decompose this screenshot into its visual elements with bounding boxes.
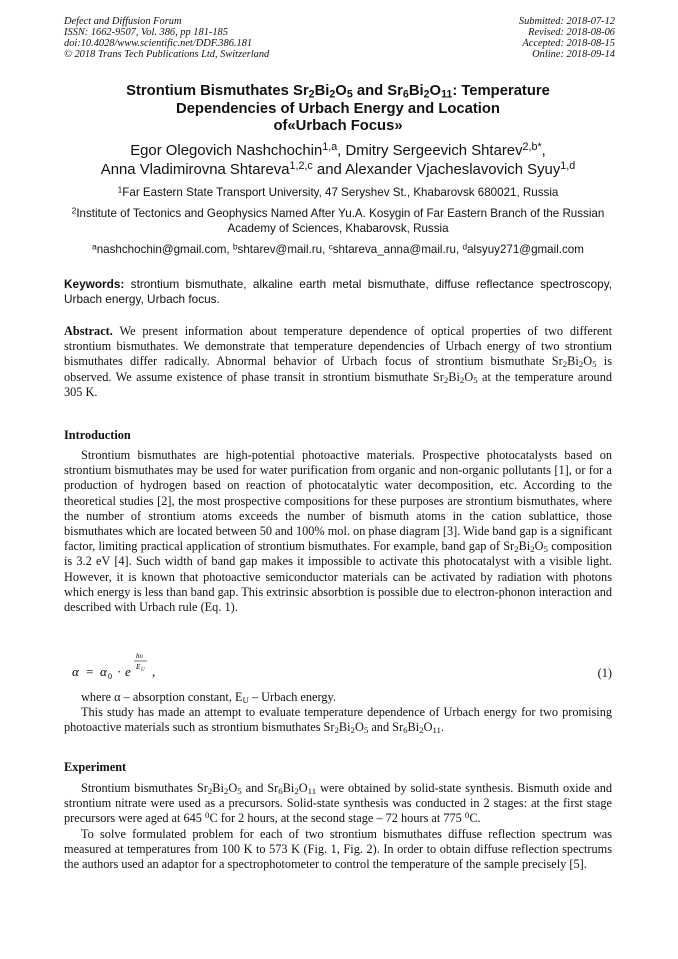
accepted-date: Accepted: 2018-08-15 (522, 38, 615, 49)
equation-explanation: where α – absorption constant, $E_U$ – Urbach energy. This study has made an attempt to evaluate temperature dependence of Urbach energy for two promising photoactive materials such as strontium bismuthates $Sr_2Bi_2O_5$ and $Sr_6Bi_2O_{11}$. (64, 690, 612, 736)
submitted-date: Submitted: 2018-07-12 (518, 16, 615, 27)
experiment-paragraph-2: To solve formulated problem for each of two strontium bismuthates diffuse reflection spectrum was measured at temperatures from 100 K to 573 K (Fig. 1, Fig. 2). In order to obtain diffuse reflection spectrums the authors used an adaptor for a spectrophotometer to control the temperature of the sample precisely [5]. (64, 826, 612, 872)
eq-comma: , (152, 664, 156, 679)
revised-date: Revised: 2018-08-06 (528, 27, 615, 38)
eq-exp-num: hυ (136, 652, 143, 660)
abstract-label: Abstract. (64, 324, 113, 338)
introduction-paragraph: Strontium bismuthates are high-potential photoactive materials. Prospective photocatalysts based on strontium bismuthates may be used for water purification from organic and non-organic pollutants [1], or for a production of hydrogen based on reaction of photocatalytic water decomposition, etc. According to the theoretical studies [2], the most prospective compositions for these purposes are strontium bismuthates, where the number of strontium atoms exceeds the number of bismuth atoms in the cation sublattice, those bismuthates which are located between 50 and 100% mol. on phase diagram [3]. Wide band gap is a significant factor, limiting practical application of strontium bismuthates. For example, band gap of $Sr_2Bi_2O_5$ composition is 3.2 eV [4]. Such width of band gap makes it impossible to activate this photocatalyst with a visible light. However, it is known that photoactive semiconductor materials can be activated by radiation with photons which energy is less than band gap. This extrinsic absorbtion is possible due to electron-phonon interaction and described with Urbach rule (Eq. 1). (64, 448, 612, 615)
eq-alpha: α (72, 664, 79, 679)
eq-exp-den-sub: U (141, 668, 145, 673)
doi-line: doi:10.4028/www.scientific.net/DDF.386.181 (64, 38, 253, 49)
eq-alpha0: α (100, 664, 107, 679)
eq-exp-den: E (136, 663, 141, 671)
journal-name: Defect and Diffusion Forum (64, 16, 182, 27)
equation-number: (1) (597, 666, 612, 680)
paper-title: Strontium Bismuthates $Sr_2Bi_2O_5$ and $Sr_6Bi_2O_{11}$: Temperature Dependencies of Urbach Energy and Location of«Urbach Focus» (126, 83, 550, 134)
issn-line: ISSN: 1662-9507, Vol. 386, pp 181-185 (64, 27, 228, 38)
eq-equals: = (86, 664, 94, 679)
keywords (64, 277, 612, 307)
dates-header (519, 16, 615, 60)
online-date: Online: 2018-09-14 (532, 49, 615, 60)
section-heading-introduction: Introduction (64, 428, 131, 442)
eq-e: e (125, 664, 131, 679)
section-heading-experiment: Experiment (64, 760, 127, 774)
experiment-paragraph-1: Strontium bismuthates $Sr_2Bi_2O_5$ and $Sr_6Bi_2O_{11}$ were obtained by solid-state synthesis. Bismuth oxide and strontium nitrate were used as a precursors. Solid-state synthesis was conducted in 2 stages: at the first stage precursors were aged at 645 $^0$C for 2 hours, at the second stage – 72 hours at 775 $^0$C. (64, 781, 612, 826)
eq-sub0: 0 (108, 672, 112, 681)
experiment-paragraphs (64, 781, 612, 872)
urbach-formula (72, 652, 212, 686)
abstract: Abstract. We present information about temperature dependence of optical properties of two different strontium bismuthates. We demonstrate that temperature dependencies of Urbach energy of two strontium bismuthates differ radically. Abnormal behavior of Urbach focus of strontium bismuthate $Sr_2Bi_2O_5$ is observed. We assume existence of phase transit in strontium bismuthate $Sr_2Bi_2O_5$ at the temperature around 305 K. (64, 324, 613, 399)
author-emails: $^a$nashchochin@gmail.com, $^b$shtarev@mail.ru, $^c$shtareva_anna@mail.ru, $^d$alsyuy271@gmail.com (92, 241, 584, 256)
eq-dot: · (117, 664, 122, 679)
affiliation-1: $^1$Far Eastern State Transport University, 47 Seryshev St., Khabarovsk 680021, Russia (117, 184, 559, 199)
keywords-text: strontium bismuthate, alkaline earth metal bismuthate, diffuse reflectance spectroscopy, Urbach energy, Urbach focus. (64, 277, 612, 306)
journal-header (64, 16, 269, 60)
copyright-line: © 2018 Trans Tech Publications Ltd, Switzerland (64, 49, 270, 60)
equation-1 (64, 652, 612, 682)
affiliation-2: $^2$Institute of Tectonics and Geophysics Named After Yu.A. Kosygin of Far Eastern Branch of the Russian Academy of Sciences, Khabarovsk, Russia (71, 205, 605, 235)
keywords-label: Keywords: (64, 277, 125, 291)
author-list: Egor Olegovich Nashchochin$^{1,a}$, Dmitry Sergeevich Shtarev$^{2,b*}$, Anna Vladimirovna Shtareva$^{1,2,c}$ and Alexander Vjacheslavovich Syuy$^{1,d}$ (100, 141, 576, 178)
